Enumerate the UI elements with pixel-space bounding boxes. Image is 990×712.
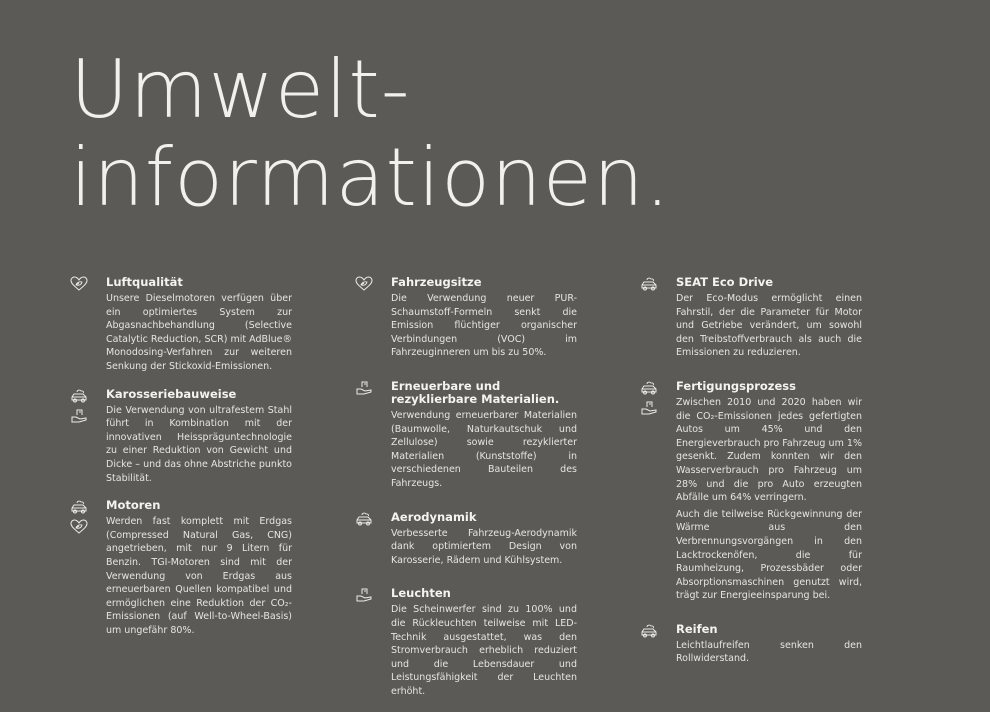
section-heading: Leuchten (391, 586, 451, 601)
column-1 (70, 276, 292, 651)
car-cloud-icon (355, 511, 373, 527)
section-text: Die Verwendung neuer PUR-Schaumstoff-Formeln senkt die Emission flüchtiger organischer Verbindungen (VOC) im Fahrzeuginneren um bis zu 50%. (391, 293, 577, 359)
car-cloud-icon (70, 388, 88, 404)
section-heading: Fertigungsprozess (676, 378, 796, 393)
section-text: Die Scheinwerfer sind zu 100% und die Rückleuchten teilweise mit LED-Technik ausgestattet, was den Stromverbrauch erheblich reduziert und die Lebensdauer und Leistungsfähigkeit der Leuchten erhöht. (391, 604, 577, 697)
car-cloud-icon (640, 623, 658, 639)
section-materialien (355, 380, 577, 491)
section-heading: Fahrzeugsitze (391, 275, 482, 289)
section-heading: SEAT Eco Drive (676, 275, 774, 289)
recycle-hand-icon (355, 380, 373, 396)
section-heading: Aerodynamik (391, 509, 477, 524)
section-heading: Erneuerbare und rezyklierbare Materialien. (391, 378, 560, 406)
recycle-hand-icon (70, 408, 88, 424)
section-text: Verbesserte Fahrzeug-Aerodynamik dank optimiertem Design von Karosserie, Rädern und Kühlsystem. (391, 527, 577, 566)
section-heading: Karosseriebauweise (106, 386, 237, 401)
column-3 (640, 276, 862, 680)
section-text-2: Auch die teilweise Rückgewinnung der Wärme aus den Verbrennungsvorgängen in den Lacktrockenöfen, die für Raumheizung, Prozessbäder oder Absorptionsmaschinen genutzt wird, trägt zur Energieeinsparung bei. (676, 508, 862, 602)
section-fahrzeugsitze (355, 276, 577, 360)
title-line-2: informationen. (70, 131, 672, 224)
title-line-1: Umwelt- (70, 43, 411, 136)
car-cloud-icon (70, 499, 88, 515)
section-text: Verwendung erneuerbarer Materialien (Baumwolle, Naturkautschuk und Zellulose) sowie rezyklierter Materialien (Kunststoffe) in verschiedenen Bauteilen des Fahrzeugs. (391, 409, 577, 489)
section-karosseriebauweise (70, 388, 292, 486)
section-leuchten (355, 587, 577, 698)
section-luftqualitaet (70, 276, 292, 374)
heart-leaf-icon (355, 276, 373, 292)
section-ecodrive (640, 276, 862, 360)
section-reifen (640, 623, 862, 666)
section-text: Leichtlaufreifen senken den Rollwiderstand. (676, 639, 862, 665)
section-text: Werden fast komplett mit Erdgas (Compressed Natural Gas, CNG) angetrieben, mit nur 9 Litern für Benzin. TGI-Motoren sind mit der Verwendung von Erdgas aus erneuerbaren Quellen kompatibel und ermöglichen eine Reduktion der CO₂-Emissionen (auf Well-to-Wheel-Basis) um ungefähr 80%. (106, 516, 292, 636)
section-fertigung (640, 380, 862, 603)
page-title (70, 43, 672, 224)
section-text: Die Verwendung von ultrafestem Stahl führt in Kombination mit der innovativen Heisspräguntechnologie zu einer Reduktion von Gewicht und Dicke – und das ohne Abstriche punkto Stabilität. (106, 404, 292, 484)
heart-leaf-icon (70, 276, 88, 292)
car-cloud-icon (640, 380, 658, 396)
section-heading: Luftqualität (106, 275, 183, 289)
section-text: Unsere Dieselmotoren verfügen über ein optimiertes System zur Abgasnachbehandlung (Selective Catalytic Reduction, SCR) mit AdBlue® Monodosing-Verfahren zur weiteren Senkung der Stickoxid-Emissionen. (106, 293, 292, 372)
recycle-hand-icon (355, 587, 373, 603)
section-heading: Reifen (676, 621, 718, 636)
section-text: Der Eco-Modus ermöglicht einen Fahrstil, der die Parameter für Motor und Getriebe verändert, um sowohl den Treibstoffverbrauch als auch die Emissionen zu reduzieren. (676, 293, 862, 359)
section-text: Zwischen 2010 und 2020 haben wir die CO₂-Emissionen jedes gefertigten Autos um 45% und den Energieverbrauch pro Fahrzeug um 1% gesenkt. Zudem konnten wir den Wasserverbrauch pro Fahrzeug um 28% und die pro Auto erzeugten Abfälle um 64% verringern. (676, 396, 862, 504)
heart-leaf-icon (70, 519, 88, 535)
car-cloud-icon (640, 276, 658, 292)
column-2 (355, 276, 577, 712)
recycle-hand-icon (640, 400, 658, 416)
section-aerodynamik (355, 511, 577, 568)
section-heading: Motoren (106, 498, 161, 513)
section-motoren (70, 499, 292, 637)
